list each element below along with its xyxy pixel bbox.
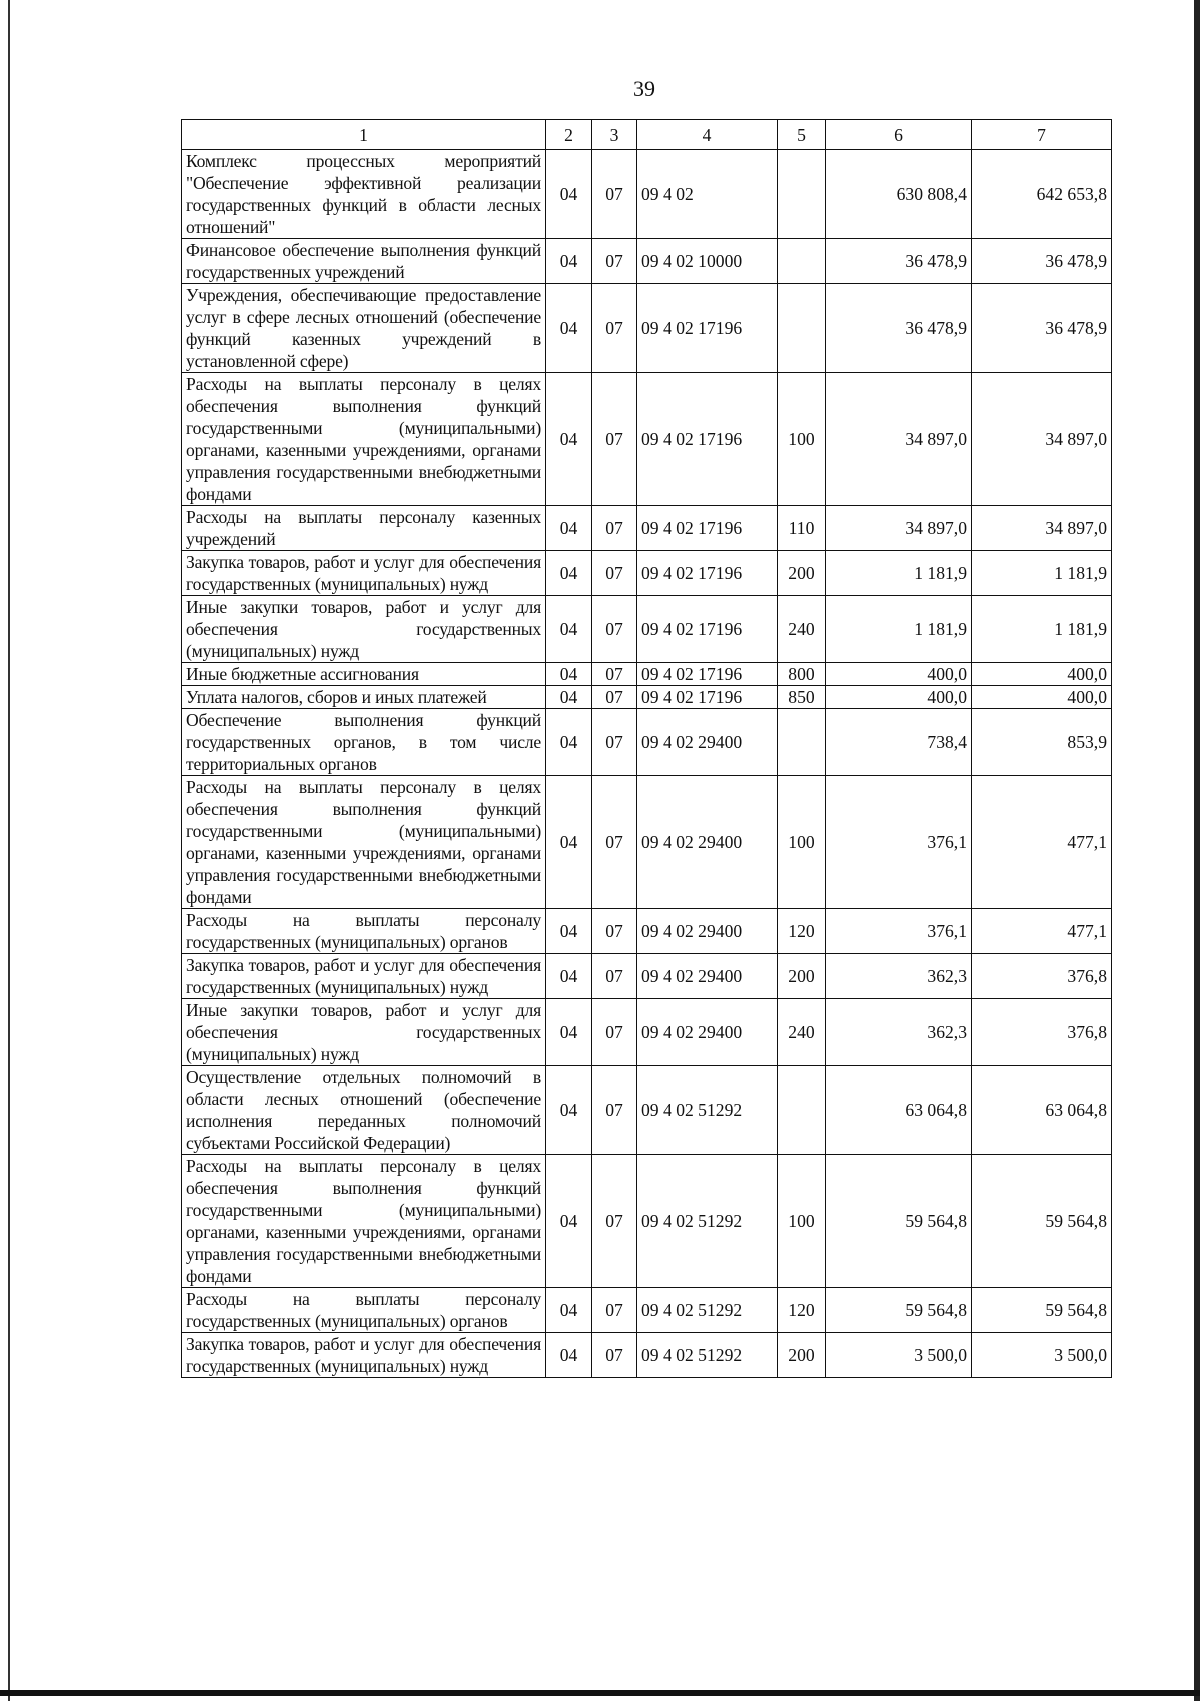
row-code-cell: 09 4 02 29400 [637,909,778,954]
table-row [182,776,1112,909]
row-col2-cell: 04 [546,1333,592,1378]
table-row [182,663,1112,686]
row-col2-cell: 04 [546,506,592,551]
row-type-cell [778,284,826,373]
row-col2-cell: 04 [546,663,592,686]
row-col3-cell: 07 [592,954,637,999]
header-col-3: 3 [592,120,637,150]
row-amount-col7: 642 653,8 [972,150,1112,239]
row-code-cell: 09 4 02 29400 [637,776,778,909]
row-amount-col6: 1 181,9 [826,551,972,596]
header-col-4: 4 [637,120,778,150]
row-type-cell: 110 [778,506,826,551]
table-row [182,284,1112,373]
row-name-cell: Обеспечение выполнения функций государственных органов, в том числе территориальных органов [182,709,546,776]
row-type-cell: 240 [778,999,826,1066]
row-col3-cell: 07 [592,239,637,284]
row-type-cell: 100 [778,776,826,909]
header-col-2: 2 [546,120,592,150]
table-row [182,1066,1112,1155]
table-row [182,551,1112,596]
row-col3-cell: 07 [592,551,637,596]
row-col2-cell: 04 [546,239,592,284]
row-col3-cell: 07 [592,1155,637,1288]
header-col-1: 1 [182,120,546,150]
row-col3-cell: 07 [592,506,637,551]
row-type-cell: 100 [778,373,826,506]
header-col-5: 5 [778,120,826,150]
row-type-cell: 240 [778,596,826,663]
row-code-cell: 09 4 02 17196 [637,686,778,709]
table-row [182,373,1112,506]
row-type-cell: 120 [778,909,826,954]
table-row [182,1288,1112,1333]
row-name-cell: Иные закупки товаров, работ и услуг для обеспечения государственных (муниципальных) нужд [182,999,546,1066]
row-col3-cell: 07 [592,776,637,909]
row-name-cell: Закупка товаров, работ и услуг для обеспечения государственных (муниципальных) нужд [182,1333,546,1378]
row-amount-col6: 376,1 [826,909,972,954]
row-amount-col7: 36 478,9 [972,284,1112,373]
row-col3-cell: 07 [592,150,637,239]
row-amount-col7: 36 478,9 [972,239,1112,284]
row-code-cell: 09 4 02 10000 [637,239,778,284]
header-row [182,120,1112,150]
budget-table [181,119,1112,1378]
row-col2-cell: 04 [546,596,592,663]
row-col2-cell: 04 [546,551,592,596]
row-code-cell: 09 4 02 17196 [637,373,778,506]
row-amount-col7: 1 181,9 [972,551,1112,596]
row-col3-cell: 07 [592,1066,637,1155]
row-amount-col7: 59 564,8 [972,1155,1112,1288]
row-name-cell: Финансовое обеспечение выполнения функций государственных учреждений [182,239,546,284]
row-name-cell: Иные бюджетные ассигнования [182,663,546,686]
table-row [182,909,1112,954]
row-amount-col6: 1 181,9 [826,596,972,663]
row-col3-cell: 07 [592,686,637,709]
row-code-cell: 09 4 02 17196 [637,663,778,686]
row-col3-cell: 07 [592,1288,637,1333]
row-col3-cell: 07 [592,1333,637,1378]
row-amount-col6: 34 897,0 [826,373,972,506]
row-name-cell: Расходы на выплаты персоналу в целях обеспечения выполнения функций государственными (муниципальными) органами, казенными учреждениями, органами управления государственными внебюджетными фондами [182,373,546,506]
row-col3-cell: 07 [592,663,637,686]
scan-edge-left [8,0,10,1701]
row-col3-cell: 07 [592,284,637,373]
row-code-cell: 09 4 02 17196 [637,284,778,373]
row-amount-col6: 400,0 [826,686,972,709]
row-col3-cell: 07 [592,373,637,506]
row-amount-col6: 59 564,8 [826,1155,972,1288]
row-amount-col6: 630 808,4 [826,150,972,239]
row-amount-col6: 362,3 [826,999,972,1066]
row-name-cell: Осуществление отдельных полномочий в области лесных отношений (обеспечение исполнения переданных полномочий субъектами Российской Федерации) [182,1066,546,1155]
row-name-cell: Учреждения, обеспечивающие предоставление услуг в сфере лесных отношений (обеспечение функций казенных учреждений в установленной сфере) [182,284,546,373]
header-col-7: 7 [972,120,1112,150]
row-code-cell: 09 4 02 17196 [637,596,778,663]
row-amount-col7: 1 181,9 [972,596,1112,663]
row-amount-col6: 3 500,0 [826,1333,972,1378]
row-code-cell: 09 4 02 17196 [637,551,778,596]
row-type-cell: 200 [778,1333,826,1378]
row-col3-cell: 07 [592,596,637,663]
row-col2-cell: 04 [546,1288,592,1333]
row-type-cell: 800 [778,663,826,686]
row-code-cell: 09 4 02 29400 [637,709,778,776]
table-row [182,596,1112,663]
row-amount-col7: 477,1 [972,776,1112,909]
row-amount-col6: 63 064,8 [826,1066,972,1155]
row-code-cell: 09 4 02 51292 [637,1155,778,1288]
row-name-cell: Закупка товаров, работ и услуг для обеспечения государственных (муниципальных) нужд [182,551,546,596]
row-col2-cell: 04 [546,284,592,373]
row-name-cell: Расходы на выплаты персоналу государственных (муниципальных) органов [182,1288,546,1333]
row-col2-cell: 04 [546,1155,592,1288]
row-type-cell: 120 [778,1288,826,1333]
row-name-cell: Расходы на выплаты персоналу государственных (муниципальных) органов [182,909,546,954]
table-row [182,1333,1112,1378]
table-row [182,1155,1112,1288]
row-amount-col6: 36 478,9 [826,239,972,284]
table-body [182,150,1112,1378]
row-col2-cell: 04 [546,776,592,909]
row-amount-col7: 400,0 [972,663,1112,686]
row-col3-cell: 07 [592,709,637,776]
row-amount-col6: 59 564,8 [826,1288,972,1333]
row-amount-col7: 376,8 [972,954,1112,999]
table-row [182,954,1112,999]
row-type-cell [778,150,826,239]
table-row [182,150,1112,239]
row-amount-col7: 853,9 [972,709,1112,776]
row-col3-cell: 07 [592,909,637,954]
row-amount-col6: 36 478,9 [826,284,972,373]
row-col2-cell: 04 [546,373,592,506]
row-amount-col7: 34 897,0 [972,373,1112,506]
row-amount-col7: 376,8 [972,999,1112,1066]
row-col2-cell: 04 [546,909,592,954]
row-code-cell: 09 4 02 29400 [637,999,778,1066]
row-type-cell [778,1066,826,1155]
row-code-cell: 09 4 02 51292 [637,1066,778,1155]
row-amount-col6: 34 897,0 [826,506,972,551]
row-type-cell: 200 [778,954,826,999]
row-code-cell: 09 4 02 51292 [637,1333,778,1378]
table-row [182,686,1112,709]
row-col2-cell: 04 [546,1066,592,1155]
table-row [182,239,1112,284]
table-row [182,506,1112,551]
row-code-cell: 09 4 02 17196 [637,506,778,551]
row-name-cell: Закупка товаров, работ и услуг для обеспечения государственных (муниципальных) нужд [182,954,546,999]
row-code-cell: 09 4 02 51292 [637,1288,778,1333]
row-type-cell: 850 [778,686,826,709]
row-code-cell: 09 4 02 [637,150,778,239]
row-col3-cell: 07 [592,999,637,1066]
scan-edge-right [1194,0,1200,1701]
row-col2-cell: 04 [546,999,592,1066]
row-amount-col7: 59 564,8 [972,1288,1112,1333]
row-type-cell: 200 [778,551,826,596]
row-amount-col7: 63 064,8 [972,1066,1112,1155]
row-amount-col6: 400,0 [826,663,972,686]
row-col2-cell: 04 [546,709,592,776]
row-name-cell: Иные закупки товаров, работ и услуг для обеспечения государственных (муниципальных) нужд [182,596,546,663]
row-amount-col6: 362,3 [826,954,972,999]
row-amount-col7: 34 897,0 [972,506,1112,551]
row-name-cell: Расходы на выплаты персоналу казенных учреждений [182,506,546,551]
header-col-6: 6 [826,120,972,150]
row-name-cell: Уплата налогов, сборов и иных платежей [182,686,546,709]
row-col2-cell: 04 [546,686,592,709]
row-code-cell: 09 4 02 29400 [637,954,778,999]
row-amount-col7: 400,0 [972,686,1112,709]
page-number: 39 [633,76,655,101]
row-amount-col6: 376,1 [826,776,972,909]
table-header [182,120,1112,150]
row-type-cell [778,239,826,284]
row-amount-col7: 477,1 [972,909,1112,954]
scan-edge-bottom [0,1690,1200,1696]
row-name-cell: Расходы на выплаты персоналу в целях обеспечения выполнения функций государственными (муниципальными) органами, казенными учреждениями, органами управления государственными внебюджетными фондами [182,776,546,909]
row-amount-col6: 738,4 [826,709,972,776]
row-col2-cell: 04 [546,954,592,999]
row-col2-cell: 04 [546,150,592,239]
row-type-cell: 100 [778,1155,826,1288]
row-name-cell: Расходы на выплаты персоналу в целях обеспечения выполнения функций государственными (муниципальными) органами, казенными учреждениями, органами управления государственными внебюджетными фондами [182,1155,546,1288]
row-amount-col7: 3 500,0 [972,1333,1112,1378]
table-row [182,709,1112,776]
row-name-cell: Комплекс процессных мероприятий "Обеспечение эффективной реализации государственных функций в области лесных отношений" [182,150,546,239]
row-type-cell [778,709,826,776]
table-row [182,999,1112,1066]
